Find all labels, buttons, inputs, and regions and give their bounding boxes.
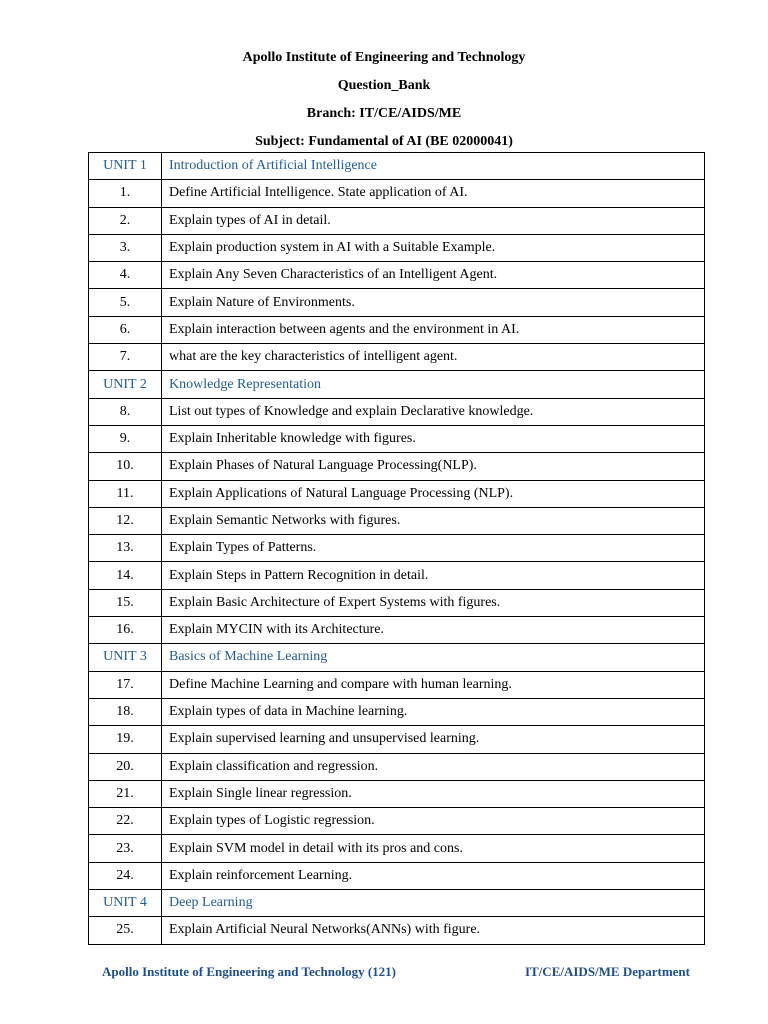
question-row	[89, 453, 705, 480]
question-number: 24.	[89, 862, 162, 889]
question-row	[89, 917, 705, 944]
subject-line: Subject: Fundamental of AI (BE 02000041)	[255, 134, 513, 149]
question-number: 5.	[89, 289, 162, 316]
question-table-body	[89, 153, 705, 945]
unit-row	[89, 890, 705, 917]
unit-title: Basics of Machine Learning	[162, 644, 705, 671]
question-text: Define Machine Learning and compare with human learning.	[162, 671, 705, 698]
question-text: Explain Nature of Environments.	[162, 289, 705, 316]
question-row	[89, 398, 705, 425]
question-text: Explain SVM model in detail with its pros and cons.	[162, 835, 705, 862]
question-number: 6.	[89, 316, 162, 343]
question-number: 15.	[89, 589, 162, 616]
question-number: 23.	[89, 835, 162, 862]
question-text: Explain Any Seven Characteristics of an Intelligent Agent.	[162, 262, 705, 289]
question-row	[89, 180, 705, 207]
question-number: 16.	[89, 617, 162, 644]
question-number: 20.	[89, 753, 162, 780]
question-text: List out types of Knowledge and explain Declarative knowledge.	[162, 398, 705, 425]
unit-row	[89, 644, 705, 671]
question-text: what are the key characteristics of intelligent agent.	[162, 344, 705, 371]
question-row	[89, 480, 705, 507]
unit-title: Deep Learning	[162, 890, 705, 917]
question-text: Explain Semantic Networks with figures.	[162, 507, 705, 534]
question-row	[89, 316, 705, 343]
question-text: Explain types of AI in detail.	[162, 207, 705, 234]
footer-institute: Apollo Institute of Engineering and Technology (121)	[102, 964, 396, 979]
question-text: Explain Artificial Neural Networks(ANNs) with figure.	[162, 917, 705, 944]
institute-title: Apollo Institute of Engineering and Technology	[242, 50, 526, 65]
question-number: 19.	[89, 726, 162, 753]
unit-label: UNIT 1	[89, 153, 162, 180]
question-text: Explain reinforcement Learning.	[162, 862, 705, 889]
question-text: Explain supervised learning and unsupervised learning.	[162, 726, 705, 753]
question-number: 12.	[89, 507, 162, 534]
question-number: 25.	[89, 917, 162, 944]
question-row	[89, 862, 705, 889]
question-row	[89, 753, 705, 780]
question-number: 14.	[89, 562, 162, 589]
question-text: Explain Basic Architecture of Expert Systems with figures.	[162, 589, 705, 616]
question-number: 13.	[89, 535, 162, 562]
question-row	[89, 698, 705, 725]
question-text: Explain interaction between agents and the environment in AI.	[162, 316, 705, 343]
unit-label: UNIT 2	[89, 371, 162, 398]
question-row	[89, 589, 705, 616]
branch-line: Branch: IT/CE/AIDS/ME	[306, 106, 462, 121]
question-table	[88, 152, 705, 945]
question-number: 10.	[89, 453, 162, 480]
question-number: 1.	[89, 180, 162, 207]
question-row	[89, 617, 705, 644]
question-number: 4.	[89, 262, 162, 289]
unit-label: UNIT 4	[89, 890, 162, 917]
question-text: Explain Applications of Natural Language Processing (NLP).	[162, 480, 705, 507]
question-row	[89, 535, 705, 562]
question-text: Explain Inheritable knowledge with figures.	[162, 425, 705, 452]
question-number: 7.	[89, 344, 162, 371]
question-number: 3.	[89, 234, 162, 261]
question-row	[89, 835, 705, 862]
question-row	[89, 289, 705, 316]
question-row	[89, 425, 705, 452]
question-number: 22.	[89, 808, 162, 835]
question-text: Explain Steps in Pattern Recognition in detail.	[162, 562, 705, 589]
question-row	[89, 808, 705, 835]
question-row	[89, 262, 705, 289]
question-text: Explain types of data in Machine learning.	[162, 698, 705, 725]
question-row	[89, 726, 705, 753]
footer-department: IT/CE/AIDS/ME Department	[524, 964, 690, 979]
unit-label: UNIT 3	[89, 644, 162, 671]
question-text: Explain Single linear regression.	[162, 780, 705, 807]
question-number: 17.	[89, 671, 162, 698]
question-number: 18.	[89, 698, 162, 725]
question-row	[89, 344, 705, 371]
question-text: Explain production system in AI with a Suitable Example.	[162, 234, 705, 261]
question-row	[89, 780, 705, 807]
question-row	[89, 562, 705, 589]
question-text: Explain Phases of Natural Language Processing(NLP).	[162, 453, 705, 480]
question-number: 2.	[89, 207, 162, 234]
document-type: Question_Bank	[337, 78, 431, 93]
question-text: Define Artificial Intelligence. State application of AI.	[162, 180, 705, 207]
question-row	[89, 507, 705, 534]
question-number: 21.	[89, 780, 162, 807]
question-number: 8.	[89, 398, 162, 425]
question-row	[89, 234, 705, 261]
unit-row	[89, 153, 705, 180]
unit-title: Introduction of Artificial Intelligence	[162, 153, 705, 180]
question-row	[89, 207, 705, 234]
question-text: Explain classification and regression.	[162, 753, 705, 780]
question-text: Explain types of Logistic regression.	[162, 808, 705, 835]
question-text: Explain MYCIN with its Architecture.	[162, 617, 705, 644]
question-row	[89, 671, 705, 698]
question-number: 9.	[89, 425, 162, 452]
question-text: Explain Types of Patterns.	[162, 535, 705, 562]
unit-title: Knowledge Representation	[162, 371, 705, 398]
unit-row	[89, 371, 705, 398]
question-number: 11.	[89, 480, 162, 507]
